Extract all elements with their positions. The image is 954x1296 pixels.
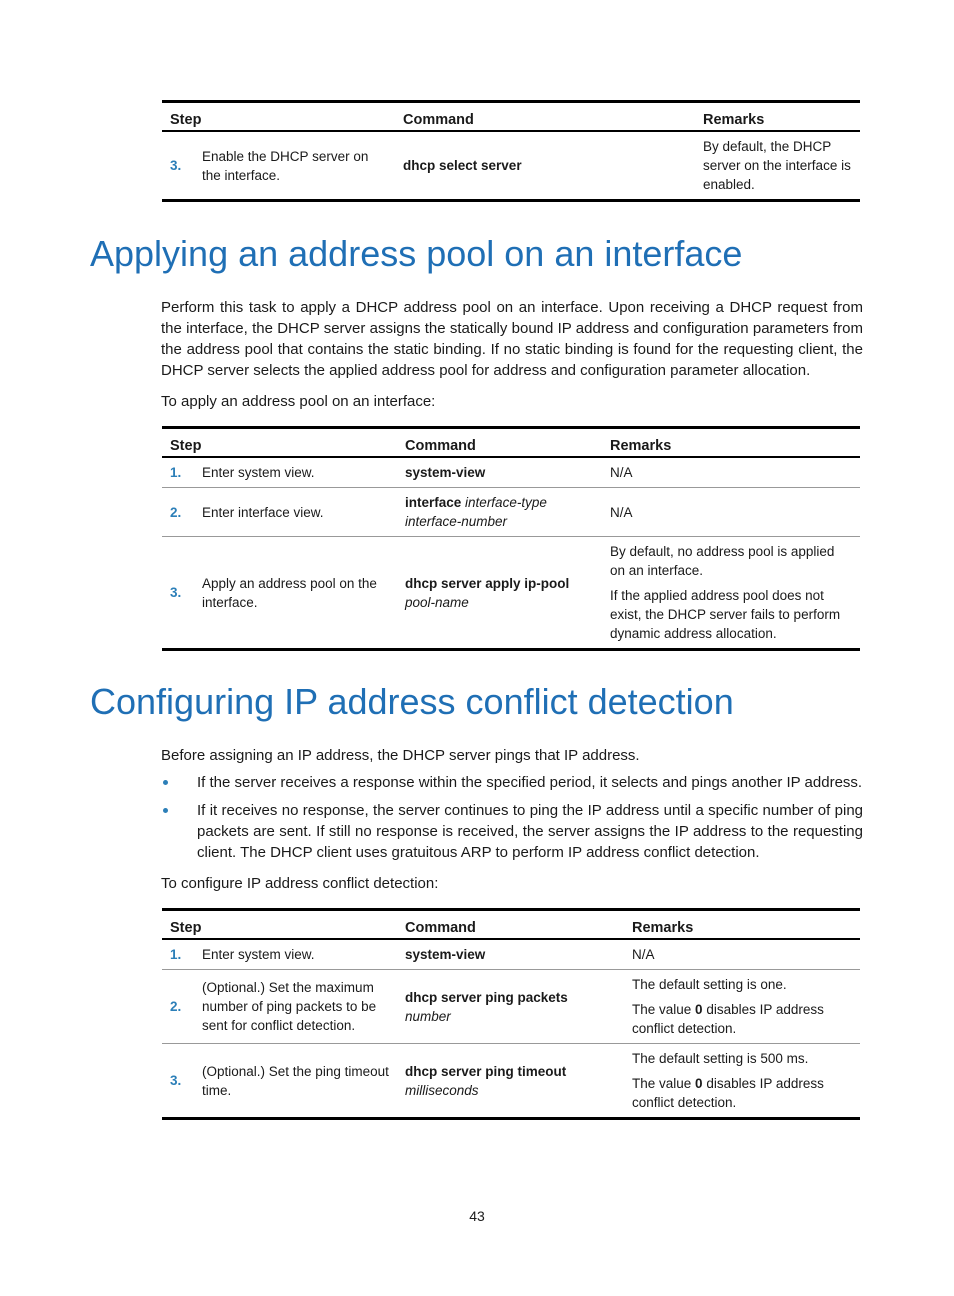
command-keyword: system-view	[405, 465, 486, 480]
table-apply-pool	[162, 426, 860, 651]
remarks-cell	[624, 970, 860, 1044]
section-title-apply-pool: Applying an address pool on an interface	[90, 233, 743, 274]
command-cell	[397, 970, 624, 1044]
command-keyword: dhcp select server	[403, 158, 522, 173]
remark-text: If the applied address pool does not exist, the DHCP server fails to perform dynamic address allocation.	[610, 588, 841, 641]
command-cell	[397, 488, 602, 537]
remarks-cell	[602, 488, 860, 537]
step-number: 1.	[162, 939, 186, 970]
bullet-text: If it receives no response, the server continues to ping the IP address until a specific number of ping packets are sent. If still no response is received, the server assigns the IP address to the requesting client. The DHCP client uses gratuitous ARP to perform IP address conflict detection.	[197, 802, 863, 861]
list-item	[161, 800, 863, 863]
column-header-command: Command	[395, 102, 695, 132]
bullet-icon	[163, 780, 168, 785]
command-keyword: dhcp server ping timeout	[405, 1063, 567, 1079]
command-argument: number	[405, 1008, 451, 1024]
step-number: 2.	[162, 488, 186, 537]
command-cell	[397, 939, 624, 970]
table-row	[162, 1044, 860, 1119]
command-cell	[397, 537, 602, 650]
command-cell	[395, 131, 695, 201]
column-header-remarks: Remarks	[624, 910, 860, 940]
step-description: (Optional.) Set the maximum number of ping packets to be sent for conflict detection.	[186, 970, 397, 1044]
remark-text: The value 0 disables IP address conflict detection.	[632, 1002, 824, 1036]
table-dhcp-select	[162, 100, 860, 202]
command-keyword: interface	[405, 495, 462, 510]
remark-text: The default setting is 500 ms.	[632, 1051, 809, 1066]
step-description: Enable the DHCP server on the interface.	[186, 131, 395, 201]
step-description: Apply an address pool on the interface.	[186, 537, 397, 650]
remark-text: The value 0 disables IP address conflict detection.	[632, 1076, 824, 1110]
column-header-step: Step	[162, 428, 397, 458]
column-header-remarks: Remarks	[602, 428, 860, 458]
remark-text: By default, no address pool is applied on an interface.	[610, 544, 835, 578]
table-row	[162, 970, 860, 1044]
remarks-cell	[624, 1044, 860, 1119]
remark-text: The default setting is one.	[632, 977, 787, 992]
remarks-cell	[624, 939, 860, 970]
section-intro: Perform this task to apply a DHCP address pool on an interface. Upon receiving a DHCP request from the interface, the DHCP server assigns the statically bound IP address and configuration parameters from the address pool that contains the static binding. If no static binding is found for the requesting client, the DHCP server selects the applied address pool for address and configuration parameter allocation.	[161, 299, 863, 379]
section-intro: Before assigning an IP address, the DHCP server pings that IP address.	[161, 747, 640, 764]
table-row	[162, 537, 860, 650]
step-description: Enter system view.	[186, 457, 397, 488]
bullet-list	[161, 772, 863, 870]
table-row	[162, 488, 860, 537]
remark-text: N/A	[610, 504, 633, 520]
column-header-remarks: Remarks	[695, 102, 860, 132]
remarks-cell	[602, 537, 860, 650]
table-row	[162, 457, 860, 488]
step-description: (Optional.) Set the ping timeout time.	[186, 1044, 397, 1119]
command-cell	[397, 457, 602, 488]
remark-text: N/A	[610, 465, 633, 480]
command-keyword: system-view	[405, 947, 486, 962]
step-number: 3.	[162, 1044, 186, 1119]
column-header-step: Step	[162, 910, 397, 940]
column-header-command: Command	[397, 428, 602, 458]
command-argument: milliseconds	[405, 1082, 479, 1098]
command-argument: pool-name	[405, 594, 469, 610]
table-row	[162, 131, 860, 201]
step-number: 3.	[162, 537, 186, 650]
list-item	[161, 772, 863, 793]
page-number: 43	[469, 1208, 485, 1224]
step-description: Enter interface view.	[186, 488, 397, 537]
column-header-command: Command	[397, 910, 624, 940]
command-cell	[397, 1044, 624, 1119]
remark-text: By default, the DHCP server on the interface is enabled.	[703, 139, 851, 192]
step-number: 3.	[162, 131, 186, 201]
table-conflict-detection	[162, 908, 860, 1120]
step-number: 2.	[162, 970, 186, 1044]
bullet-icon	[163, 808, 168, 813]
command-keyword: dhcp server ping packets	[405, 989, 568, 1005]
table-row	[162, 939, 860, 970]
bullet-text: If the server receives a response within the specified period, it selects and pings another IP address.	[197, 774, 863, 791]
command-argument: interface-type interface-number	[405, 495, 547, 529]
section-title-conflict-detection: Configuring IP address conflict detection	[90, 681, 734, 722]
command-keyword: dhcp server apply ip-pool	[405, 575, 570, 591]
remarks-cell	[695, 131, 860, 201]
column-header-step: Step	[162, 102, 395, 132]
step-number: 1.	[162, 457, 186, 488]
table-lead: To configure IP address conflict detection:	[161, 875, 439, 892]
step-description: Enter system view.	[186, 939, 397, 970]
remark-text: N/A	[632, 947, 655, 962]
remarks-cell	[602, 457, 860, 488]
table-lead: To apply an address pool on an interface:	[161, 393, 436, 410]
